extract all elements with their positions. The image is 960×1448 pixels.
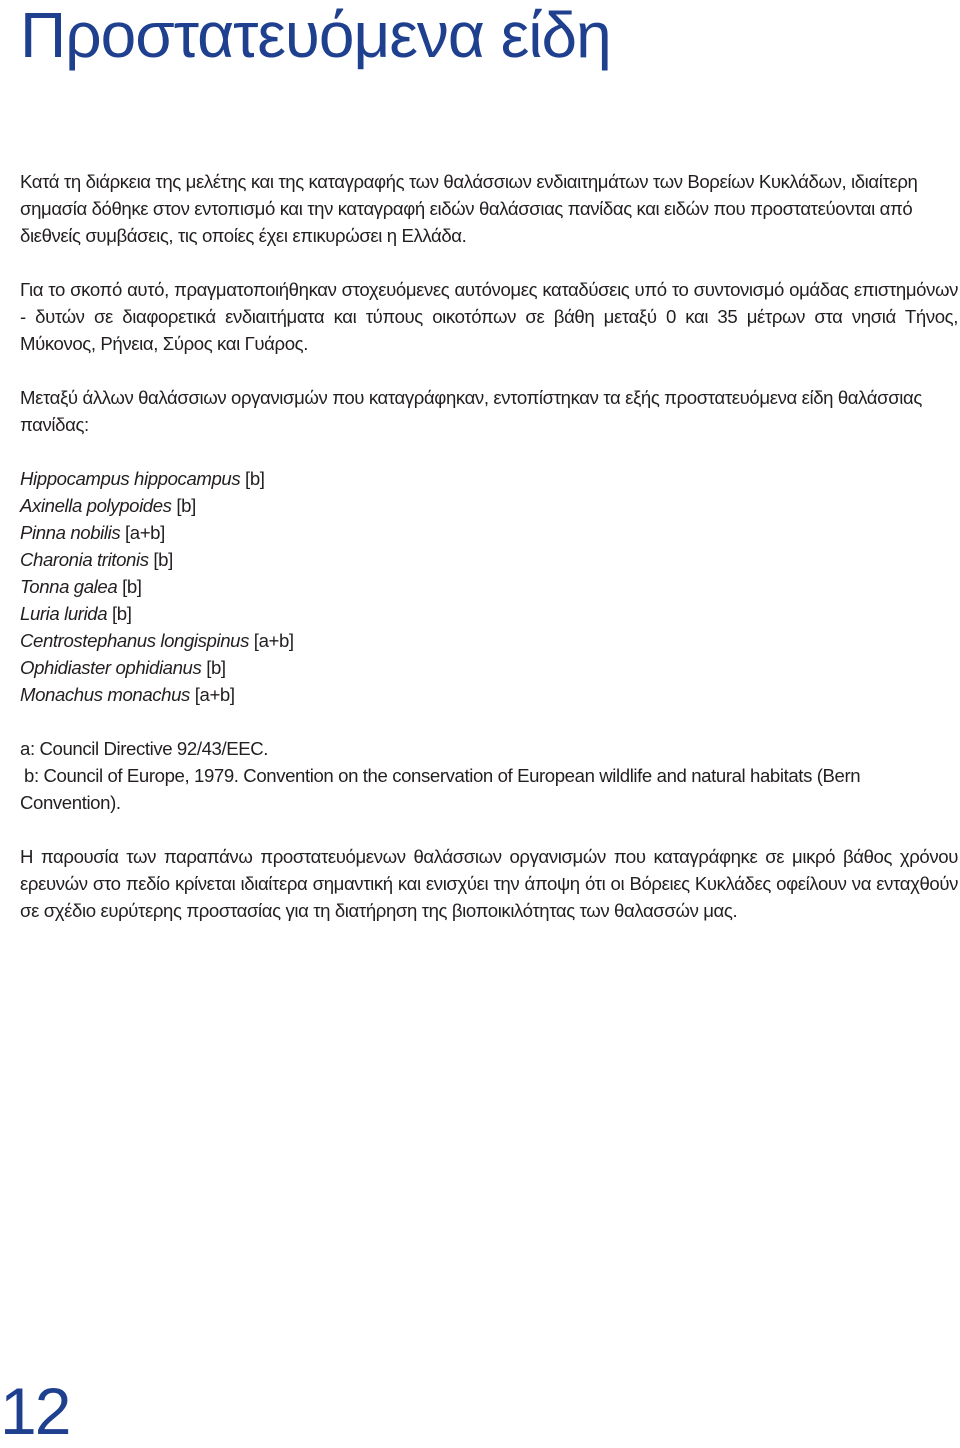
list-item (20, 681, 958, 708)
page-title: Προστατευόμενα είδη (20, 0, 611, 71)
list-item (20, 654, 958, 681)
species-name: Monachus monachus (20, 684, 190, 705)
species-name: Pinna nobilis (20, 522, 121, 543)
species-tag: [b] (245, 468, 265, 489)
page-body (20, 168, 958, 951)
species-tag: [a+b] (253, 630, 294, 651)
intro-paragraph: Κατά τη διάρκεια της μελέτης και της καταγραφής των θαλάσσιων ενδιαιτημάτων των Βορείων Κυκλάδων, ιδιαίτερη σημασία δόθηκε στον εντοπισμό και την καταγραφή ειδών θαλάσσιας πανίδας και ειδών που προστατεύονται από διεθνείς συμβάσεις, τις οποίες έχει επικυρώσει η Ελλάδα. (20, 171, 918, 246)
species-tag: [b] (206, 657, 226, 678)
species-name: Tonna galea (20, 576, 118, 597)
reference-a: a: Council Directive 92/43/EEC. (20, 738, 269, 759)
species-name: Charonia tritonis (20, 549, 149, 570)
list-item (20, 600, 958, 627)
references (20, 735, 958, 816)
species-tag: [a+b] (125, 522, 165, 543)
list-item (20, 519, 958, 546)
list-item (20, 465, 958, 492)
page-number: 12 (0, 1374, 70, 1448)
species-tag: [b] (111, 603, 132, 624)
species-name: Axinella polypoides (20, 495, 172, 516)
species-list (20, 465, 958, 708)
conclusion-paragraph: Η παρουσία των παραπάνω προστατευόμενων θαλάσσιων οργανισμών που καταγράφηκε σε μικρό βάθος χρόνου ερευνών στο πεδίο κρίνεται ιδιαίτερα σημαντική και ενισχύει την άποψη ότι οι Βόρειες Κυκλάδες οφείλουν να ενταχθούν σε σχέδιο ευρύτερης προστασίας για τη διατήρηση της βιοποικιλότητας των θαλασσών μας. (20, 846, 958, 921)
dives-paragraph: Για το σκοπό αυτό, πραγματοποιήθηκαν στοχευόμενες αυτόνομες καταδύσεις υπό το συντονισμό ομάδας επιστημόνων - δυτών σε διαφορετικά ενδιαιτήματα και τύπους οικοτόπων σε βάθη μεταξύ 0 και 35 μέτρων στα νησιά Τήνος, Μύκονος, Ρήνεια, Σύρος και Γυάρος. (20, 279, 958, 354)
list-item (20, 627, 958, 654)
species-tag: [b] (176, 495, 196, 516)
list-item (20, 573, 958, 600)
species-intro-paragraph: Μεταξύ άλλων θαλάσσιων οργανισμών που καταγράφηκαν, εντοπίστηκαν τα εξής προστατευόμενα είδη θαλάσσιας πανίδας: (20, 387, 922, 435)
reference-b: b: Council of Europe, 1979. Convention on the conservation of European wildlife and natural habitats (Bern Convention). (20, 765, 861, 813)
list-item (20, 492, 958, 519)
list-item (20, 546, 958, 573)
species-tag: [a+b] (194, 684, 235, 705)
species-name: Ophidiaster ophidianus (20, 657, 202, 678)
species-name: Luria lurida (20, 603, 108, 624)
species-tag: [b] (122, 576, 142, 597)
species-name: Hippocampus hippocampus (20, 468, 241, 489)
species-tag: [b] (153, 549, 173, 570)
species-name: Centrostephanus longispinus (20, 630, 250, 651)
